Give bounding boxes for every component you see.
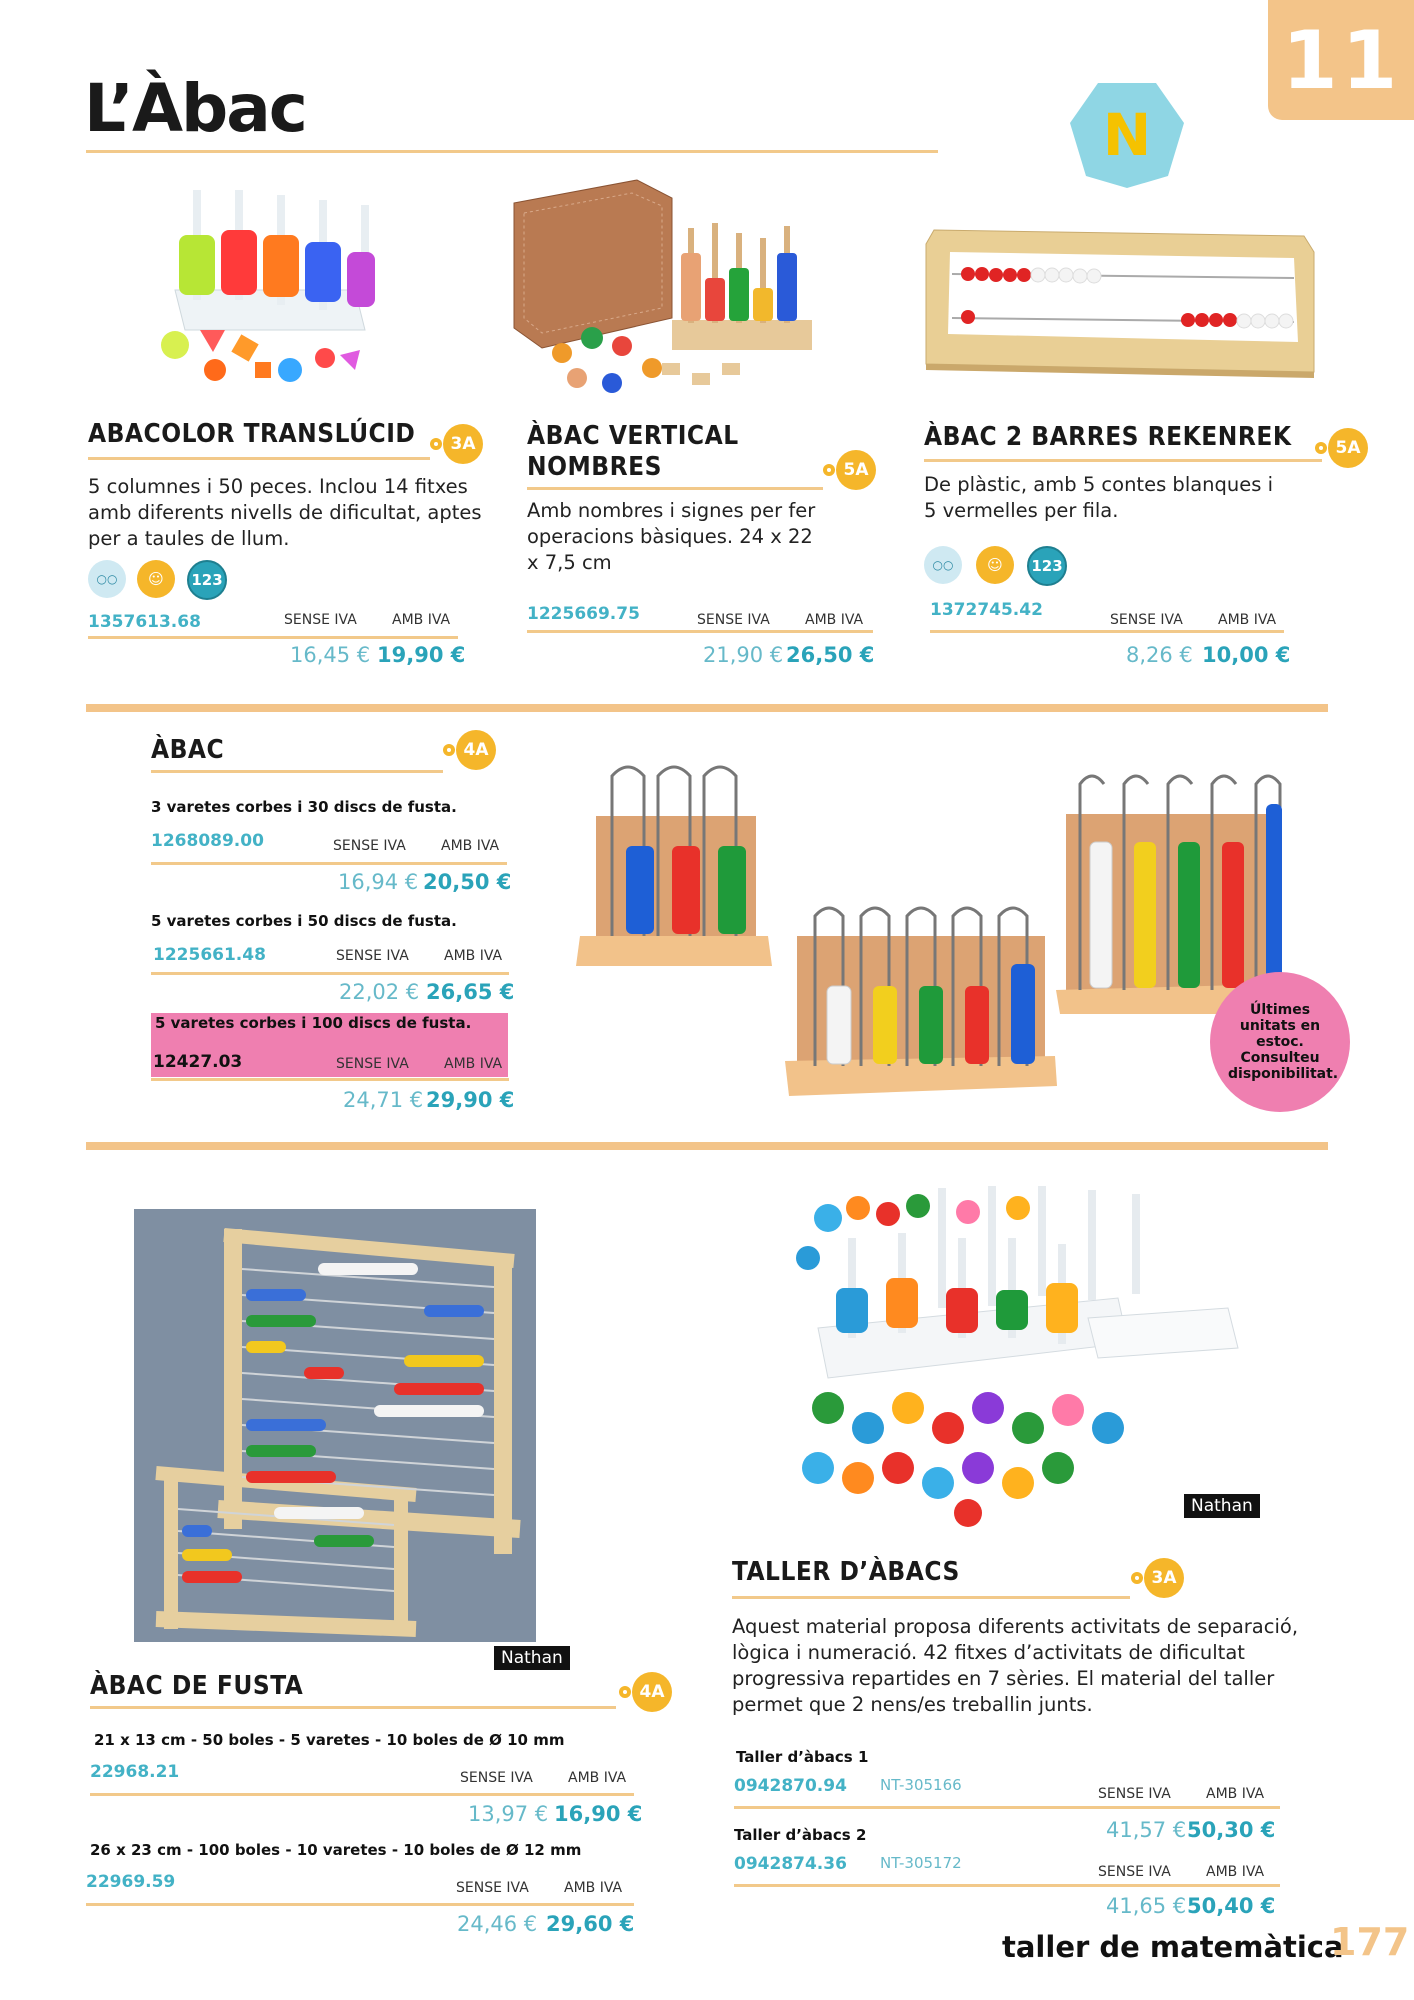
p3-numbers-icon: 123 — [1027, 546, 1067, 586]
p2-price-rule — [527, 630, 873, 633]
p2-amb-iva-label: AMB IVA — [805, 612, 864, 628]
p5-variant1-sense-label: SENSE IVA — [460, 1770, 533, 1786]
level-badge-letter: N — [1102, 101, 1152, 169]
p5-variant1-rule — [90, 1793, 634, 1796]
stock-note-badge — [1210, 972, 1350, 1112]
wooden-abacus-photo — [134, 1209, 536, 1642]
p5-title-underline — [90, 1706, 616, 1709]
page-title: L’Àbac — [84, 70, 306, 147]
p2-title-underline — [527, 487, 823, 490]
p4-variant1-label: 3 varetes corbes i 30 discs de fusta. — [151, 798, 457, 816]
p3-amb-iva-label: AMB IVA — [1218, 612, 1277, 628]
abacus-3-rods-image — [576, 756, 772, 972]
p6-variant2-amb-label: AMB IVA — [1206, 1864, 1265, 1880]
p1-description: 5 columnes i 50 peces. Inclou 14 fitxes amb diferents nivells de dificultat, aptes per a taules de llum. — [88, 475, 482, 550]
p6-variant2-ref: NT-305172 — [880, 1854, 962, 1872]
p1-title: ABACOLOR TRANSLÚCID — [88, 419, 416, 449]
p6-age-badge: 3A — [1144, 1558, 1184, 1598]
p1-code: 1357613.68 — [88, 612, 201, 632]
p4-variant3-amb-label: AMB IVA — [444, 1056, 503, 1072]
p5-variant1-label: 21 x 13 cm - 50 boles - 5 varetes - 10 boles de Ø 10 mm — [94, 1731, 565, 1749]
p1-amb-iva-label: AMB IVA — [392, 612, 451, 628]
p4-variant1-sense-label: SENSE IVA — [333, 838, 406, 854]
p2-price-sense: 21,90 € — [703, 643, 784, 667]
p6-title-underline — [732, 1596, 1130, 1599]
p3-age-badge: 5A — [1328, 428, 1368, 468]
p1-child-icon: ☺ — [137, 560, 175, 598]
p4-variant2-price-sense: 22,02 € — [339, 980, 420, 1004]
p3-price-sense: 8,26 € — [1126, 643, 1193, 667]
p6-variant1-rule — [734, 1806, 1280, 1809]
p5-variant2-label: 26 x 23 cm - 100 boles - 10 varetes - 10 boles de Ø 12 mm — [90, 1841, 582, 1859]
p6-description: Aquest material proposa diferents activitats de separació, lògica i numeració. 42 fitxes d’activitats de dificultat progressiva repartides en 7 sèries. El material del taller permet que 2 nens/es treballin junts. — [732, 1615, 1299, 1716]
rekenrek-image — [922, 222, 1318, 380]
p1-title-underline — [88, 457, 430, 460]
p4-title: ÀBAC — [151, 735, 225, 765]
p4-title-underline — [151, 770, 443, 773]
p4-variant1-code: 1268089.00 — [151, 831, 264, 851]
p6-brand-label: Nathan — [1184, 1494, 1260, 1518]
p1-sense-iva-label: SENSE IVA — [284, 612, 357, 628]
p1-price-sense: 16,45 € — [290, 643, 371, 667]
vertical-abacus-image — [512, 178, 817, 403]
p5-variant1-code: 22968.21 — [90, 1762, 180, 1782]
p5-variant1-price-sense: 13,97 € — [468, 1802, 549, 1826]
p6-variant2-sense-label: SENSE IVA — [1098, 1864, 1171, 1880]
p2-code: 1225669.75 — [527, 604, 640, 624]
p4-variant2-code: 1225661.48 — [153, 945, 266, 965]
p4-variant1-amb-label: AMB IVA — [441, 838, 500, 854]
p1-price-rule — [88, 636, 458, 639]
p6-variant2-price-sense: 41,65 € — [1106, 1894, 1187, 1918]
page-tab — [1268, 0, 1414, 120]
p5-age-badge: 4A — [632, 1672, 672, 1712]
p5-variant2-sense-label: SENSE IVA — [456, 1880, 529, 1896]
p1-light-table-icon: ○○ — [88, 560, 126, 598]
p4-variant3-rule — [151, 1078, 509, 1081]
section-divider-1 — [86, 704, 1328, 712]
p5-brand-label: Nathan — [494, 1646, 570, 1670]
p2-sense-iva-label: SENSE IVA — [697, 612, 770, 628]
p6-variant1-amb-label: AMB IVA — [1206, 1786, 1265, 1802]
p3-title-underline — [924, 459, 1322, 462]
p4-variant2-label: 5 varetes corbes i 50 discs de fusta. — [151, 912, 457, 930]
level-badge — [1068, 80, 1186, 190]
p4-variant3-code: 12427.03 — [153, 1052, 243, 1072]
abacus-workshop-image — [788, 1178, 1246, 1528]
p3-price-rule — [930, 630, 1284, 633]
p2-title-line2: NOMBRES — [527, 452, 662, 482]
p5-title: ÀBAC DE FUSTA — [90, 1671, 304, 1701]
p5-variant1-amb-label: AMB IVA — [568, 1770, 627, 1786]
p2-price-amb: 26,50 € — [786, 643, 875, 667]
p3-light-table-icon: ○○ — [924, 546, 962, 584]
p2-description: Amb nombres i signes per fer operacions bàsiques. 24 x 22 x 7,5 cm — [527, 499, 816, 574]
p5-variant1-price-amb: 16,90 € — [554, 1802, 643, 1826]
section-divider-2 — [86, 1142, 1328, 1150]
p6-variant1-sense-label: SENSE IVA — [1098, 1786, 1171, 1802]
p4-variant2-price-amb: 26,65 € — [426, 980, 515, 1004]
p2-age-badge: 5A — [836, 450, 876, 490]
p1-age-badge: 3A — [443, 424, 483, 464]
p5-variant2-price-amb: 29,60 € — [546, 1912, 635, 1936]
p5-variant2-code: 22969.59 — [86, 1872, 176, 1892]
p2-title-line1: ÀBAC VERTICAL — [527, 421, 739, 451]
p6-variant1-price-sense: 41,57 € — [1106, 1818, 1187, 1842]
p6-variant2-rule — [734, 1884, 1280, 1887]
footer-section-name: taller de matemàtica — [1002, 1930, 1344, 1964]
p6-variant2-label: Taller d’àbacs 2 — [734, 1826, 867, 1844]
p6-variant1-label: Taller d’àbacs 1 — [736, 1748, 869, 1766]
p6-variant1-ref: NT-305166 — [880, 1776, 962, 1794]
p4-variant3-price-amb: 29,90 € — [426, 1088, 515, 1112]
p4-variant2-amb-label: AMB IVA — [444, 948, 503, 964]
p3-child-icon: ☺ — [976, 546, 1014, 584]
p4-age-badge: 4A — [456, 730, 496, 770]
p1-numbers-icon: 123 — [187, 560, 227, 600]
p6-title: TALLER D’ÀBACS — [732, 1557, 960, 1587]
p6-variant2-code: 0942874.36 — [734, 1854, 847, 1874]
p6-variant1-price-amb: 50,30 € — [1187, 1818, 1276, 1842]
page-tab-number: 11 — [1282, 14, 1402, 107]
p4-variant2-sense-label: SENSE IVA — [336, 948, 409, 964]
p4-variant3-sense-label: SENSE IVA — [336, 1056, 409, 1072]
stock-note-text: Últimes unitats en estoc. Consulteu disponibilitat. — [1228, 1002, 1339, 1082]
p4-variant1-price-amb: 20,50 € — [423, 870, 512, 894]
p3-description: De plàstic, amb 5 contes blanques i 5 vermelles per fila. — [924, 473, 1274, 522]
abacus-5-rods-image — [785, 896, 1057, 1102]
title-underline — [86, 150, 938, 153]
p5-variant2-amb-label: AMB IVA — [564, 1880, 623, 1896]
p4-variant3-price-sense: 24,71 € — [343, 1088, 424, 1112]
p3-title: ÀBAC 2 BARRES REKENREK — [924, 422, 1292, 452]
p4-variant3-label: 5 varetes corbes i 100 discs de fusta. — [155, 1014, 472, 1032]
p4-variant1-price-sense: 16,94 € — [338, 870, 419, 894]
p4-variant1-rule — [151, 862, 507, 865]
p1-price-amb: 19,90 € — [377, 643, 466, 667]
p3-code: 1372745.42 — [930, 600, 1043, 620]
p3-sense-iva-label: SENSE IVA — [1110, 612, 1183, 628]
p5-variant2-price-sense: 24,46 € — [457, 1912, 538, 1936]
footer-page-number: 177 — [1330, 1920, 1410, 1964]
abacolor-image — [155, 180, 375, 390]
p3-price-amb: 10,00 € — [1202, 643, 1291, 667]
p6-variant2-price-amb: 50,40 € — [1187, 1894, 1276, 1918]
p6-variant1-code: 0942870.94 — [734, 1776, 847, 1796]
p5-variant2-rule — [86, 1903, 634, 1906]
p4-variant2-rule — [151, 972, 509, 975]
